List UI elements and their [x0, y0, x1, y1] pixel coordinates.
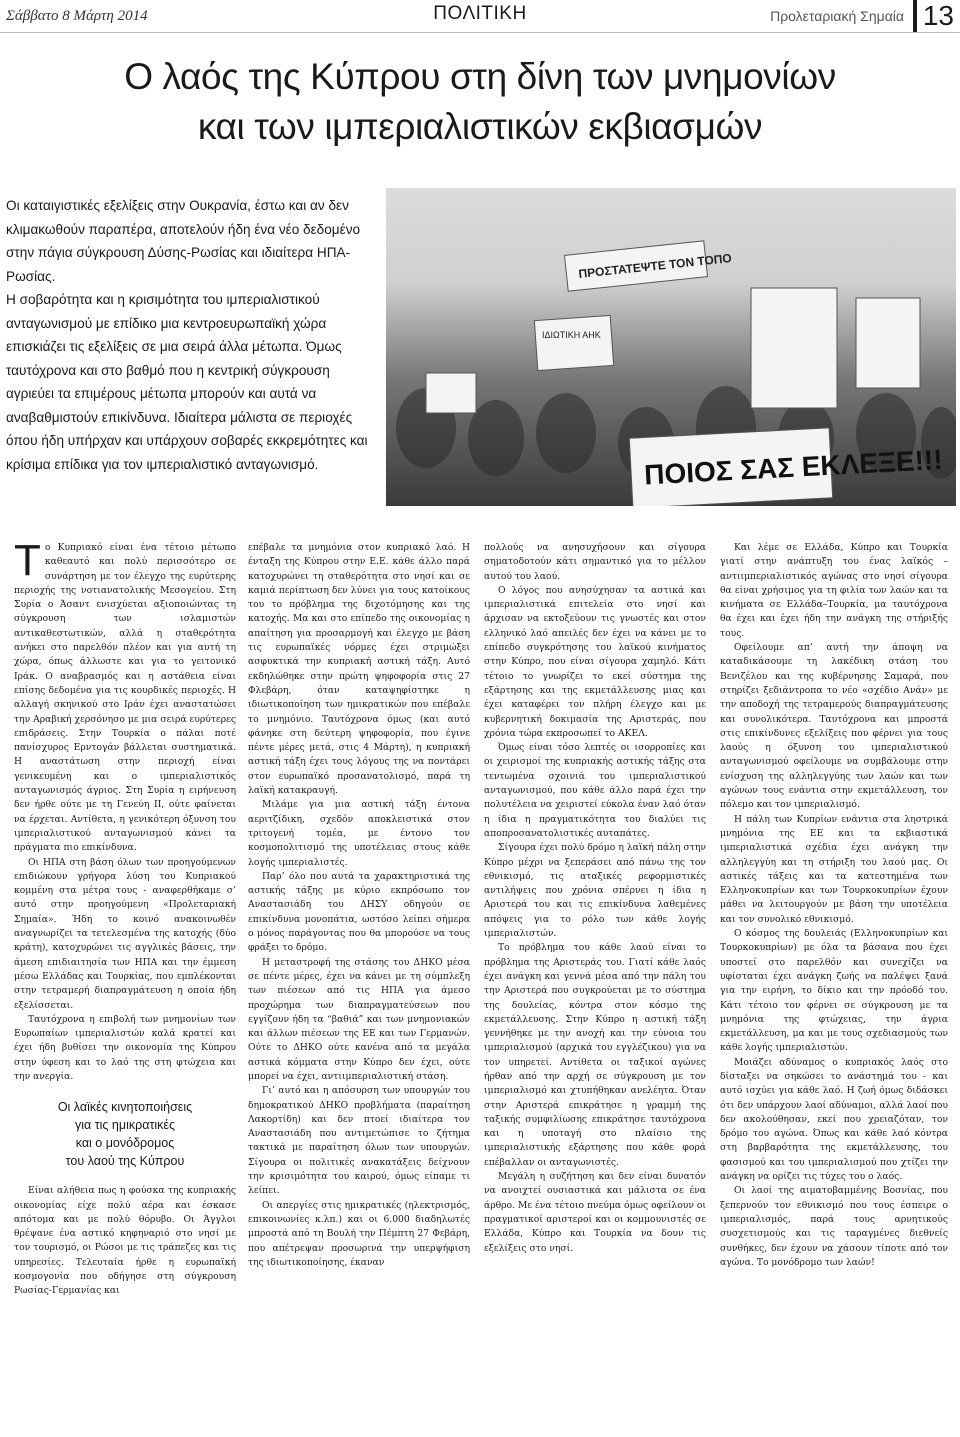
headline-line-2: και των ιμπεριαλιστικών εκβιασμών: [197, 106, 763, 147]
body-paragraph: Σίγουρα έχει πολύ δρόμο η λαϊκή πάλη στην Κύπρο μέχρι να ξεπεράσει από πάνω της τον εθνικισμό, τις αταξικές ρεφορμιστικές αντιλήψεις που χρόνια σπέρνει η ίδια η Αριστερά του και τις επικίνδυνα λαθεμένες απόψεις για το ρόλο των κάθε λογής ιμπεριαλιστών.: [484, 842, 706, 940]
protest-sign-text: ΙΔΙΩΤΙΚΗ ΑΗΚ: [542, 330, 601, 340]
body-paragraph: Οι ΗΠΑ στη βάση όλων των προηγούμενων επιδιώκουν γρήγορα λύση του Κυπριακού κομμένη στα μέτρα τους - αναφερθήκαμε σ’ αυτό στην προηγούμενη «Προλεταριακή Σημαία». Ήδη το κοινό ανακοινωθέν αναγνωρίζει τα τετελεσμένα της κατοχής (δύο κράτη), κατοχυρώνει τις αγγλικές βάσεις, την άμεση επιδιαιτησία των ΗΠΑ και την έμμεση μέσω Ελλάδας και Τουρκίας, που εμπλέκονται στην τετραμερή διαπραγμάτευση η οποία ήδη εξελίσσεται.: [14, 856, 236, 1011]
lead-paragraph: Η σοβαρότητα και η κρισιμότητα του ιμπεριαλιστικού ανταγωνισμού με επίδικο μια κεντροευρωπαϊκή χώρα επισκιάζει τις εξελίξεις σε μια σειρά άλλα μέτωπα. Όμως ταυτόχρονα και στο βαθμό που η κεντρική σύγκρουση αγριεύει τα επιμέρους μέτωπα μπορούν και αυτά να αναβαθμιστούν επικίνδυνα. Ιδιαίτερα μάλιστα σε περιοχές όπου ήδη υπήρχαν και υπάρχουν σοβαρές εκκρεμότητες και κρίσιμα επίδικα για τον ιμπεριαλιστικό ανταγωνισμό.: [6, 292, 368, 472]
body-paragraph: Μεγάλη η συζήτηση και δεν είναι δυνατόν να ανοιχτεί ουσιαστικά και μάλιστα σε ένα άρθρο. Με ένα τέτοιο πνεύμα όμως οφείλουν οι πραγματικοί αριστεροί και οι κομμουνιστές σε Ελλάδα, Κύπρο και Τουρκία να δουν τις εξελίξεις στο νησί.: [484, 1171, 707, 1254]
protest-sign-text: ΠΟΙΟΣ ΣΑΣ ΕΚΛΕΞΕ!!!: [643, 443, 944, 491]
body-paragraph: επέβαλε τα μνημόνια στον κυπριακό λαό. Η ένταξη της Κύπρου στην Ε.Ε. κάθε άλλο παρά κατοχυρώνει τη σταθερότητα στο νησί και σε καμιά περίπτωση δεν λύνει για τους κατοίκους του το πρόβλημα της διχοτόμησης και της κατοχής. Μα και στο επίπεδο της οικονομίας η απαίτηση για προσαρμογή και έλεγχο με βάση τις ευρωπαϊκές νόρμες έχει στριμώξει ασφυκτικά την κυπριακή αστική τάξη. Αυτό εκδηλώθηκε στην πρώτη ψηφοφορία στις 27 Φλεβάρη, όταν καταψηφίστηκε η ιδιωτικοποίηση των ημικρατικών που επέβαλε το μνημόνιο. Ταυτόχρονα όμως (και αυτό φάνηκε στη δεύτερη ψηφοφορία, που έγινε πέντε μέρες μετά, στις 4 Μάρτη), η κυπριακή αστική τάξη έχει τους λόγους της να ποντάρει στον ευρωπαϊκό προσανατολισμό, παρά τη λαϊκή κατακραυγή.: [248, 542, 470, 797]
issue-date: Σάββατο 8 Μάρτη 2014: [6, 8, 148, 24]
body-paragraph: Το Κυπριακό είναι ένα τέτοιο μέτωπο καθεαυτό και πολύ περισσότερο σε συνάρτηση με τον έλεγχο της ευρύτερης περιοχής της νοτιανατολικής Μεσογείου. Στη Συρία ο Άσαντ ενισχύεται αξιοποιώντας τη σύγκρουση των ισλαμιστών αντικαθεστωτικών, αλλά η σταθερότητα ανήκει στο παρελθόν πλέον και για αυτή τη χώρα, όπως άλλωστε και για το γειτονικό Ιράκ. Ο αναβρασμός και η αστάθεια είναι επίσης δεδομένα για τις κουρδικές περιοχές. Η αλλαγή σκηνικού στο Ιράν έχει αναστατώσει την Αραβική χερσόνησο με μια σειρά ευρύτερες επιδράσεις. Στην Τουρκία ο πάλαι ποτέ πανίσχυρος Ερντογάν βάλλεται συστηματικά. Η αναστάτωση στην περιοχή είναι γενικευμένη και ο ιμπεριαλιστικός ανταγωνισμός άγριος. Στη Συρία η ειρήνευση δεν ήρθε ούτε με τη Γενεύη ΙΙ, ούτε φαίνεται να έρχεται. Αντίθετα, η γενικότερη όξυνση του ιμπεριαλιστικού ανταγωνισμού κάνει τα πράγματα πιο επικίνδυνα.: [14, 536, 236, 854]
body-paragraph: Είναι αλήθεια πως η φούσκα της κυπριακής οικονομίας είχε πολύ αέρα και έσκασε απότομα και με πολύ θόρυβο. Οι Άγγλοι θρέψανε ένα αστικό κηφηναριό στο νησί με τον τουρισμό, οι Ρώσοι με τις τράπεζες και τις υπηρεσίες. Τελευταία ήρθε η ευρωπαϊκή κοσμογονία που οδήγησε στη σύγκρουση Ρωσίας-Γερμανίας και: [14, 1185, 236, 1297]
lead-paragraph: Οι καταιγιστικές εξελίξεις στην Ουκρανία, έστω και αν δεν κλιμακωθούν παραπέρα, αποτελούν ήδη ένα νέο δεδομένο στην πάγια σύγκρουση Δύσης-Ρωσίας και ιδιαίτερα ΗΠΑ-Ρωσίας.: [6, 198, 361, 284]
body-paragraph: Ταυτόχρονα η επιβολή των μνημονίων των Ευρωπαίων ιμπεριαλιστών καλά κρατεί και έχει ήδη βυθίσει την οικονομία της Κύπρου στην ύφεση και το λαό της στη φτώχεια και την ανεργία.: [14, 1013, 236, 1082]
body-paragraph: Γι’ αυτό και η απόσυρση των υπουργών του δημοκρατικού ΔΗΚΟ προβλήματα (παραίτηση Λακορτίδη) και δεν πτοεί ιδιαίτερα τον Αναστασιάδη που αντιμετώπισε το ζήτημα τακτικά με παραίτηση όλων των υπουργών. Σίγουρα οι πολιτικές ανακατάξεις δείχνουν την κρισιμότητα του καιρού, όμως είπαμε τι λείπει.: [248, 1085, 470, 1197]
article-column-2: [248, 541, 470, 1270]
section-title: ΠΟΛΙΤΙΚΗ: [433, 3, 527, 24]
body-paragraph: Το πρόβλημα του κάθε λαού είναι το πρόβλημα της Αριστεράς του. Γιατί κάθε λαός έχει ανάγκη και γεννά μέσα από την πάλη του την Αριστερά που συγκρούεται με το σύστημα της δουλείας, κόντρα στον κόσμο της εκμετάλλευσης. Στην Κύπρο η αστική τάξη γεννήθηκε με την ανοχή και την εύνοια του ιμπεριαλισμού (αρχικά του εγγλέζικου) για να τον υπηρετεί. Αντίθετα οι ταξικοί αγώνες ήρθαν από την αρχή σε σύγκρουση με τον ιμπεριαλισμό και χτυπήθηκαν ανελέητα. Όταν στην Αριστερά επικράτησε η γραμμή της ταξικής συμφιλίωσης επικράτησε ταυτόχρονα και η υποταγή στο πλαίσιο της ιμπεριαλιστικής εξάρτησης που κάθε φορά επέβαλλαν οι ανταγωνιστές.: [484, 942, 706, 1168]
protest-photo: [386, 188, 956, 506]
article-column-1: [14, 536, 236, 1299]
article-subheading: Οι λαϊκές κινητοποιήσεις για τις ημικρατικές και ο μονόδρομος του λαού της Κύπρου: [57, 1100, 193, 1169]
article-column-3: [484, 541, 706, 1256]
drop-cap: Τ: [14, 536, 41, 585]
body-paragraph: Και λέμε σε Ελλάδα, Κύπρο και Τουρκία γιατί στην ανάπτυξη του ένας λαϊκός –αντιιμπεριαλιστικός αγώνας στο νησί σίγουρα θα είναι χρήσιμος για τη φιλία των λαών και τα κινήματα σε Ελλάδα–Τουρκία, μα ταυτόχρονα θα έχει και έχει ήδη την ανάγκη της στήριξής τους.: [720, 542, 948, 639]
page-number: 13: [913, 0, 954, 32]
body-paragraph: Μοιάζει αδύναμος ο κυπριακός λαός στο δίσταξει να σηκώσει το ανάστημά του - και αυτό ισχύει για κάθε λαό. Η ζωή όμως διδάσκει ότι δεν υπάρχουν λαοί αδύναμοι, αλλά λαοί που δεν ακολούθησαν, εκεί που χρειαζόταν, τον δρόμο του αγώνα. Όπως και κάθε λαό κόντρα στη βαρβαρότητα της εκμετάλλευσης, του φασισμού και του ιμπεριαλισμού που χτίζει την ανάγκη να ορίζει τις τύχες του ο λαός.: [720, 1056, 948, 1183]
article-column-4: [720, 541, 948, 1270]
body-paragraph: πολλούς να ανησυχήσουν και σίγουρα σηματοδοτούν κάτι σημαντικό για το μέλλον αυτού του λαού.: [484, 542, 706, 582]
protest-sign-text: ΠΡΟΣΤΑΤΕΨΤΕ ΤΟΝ ΤΟΠΟ: [577, 251, 733, 282]
body-paragraph: Παρ’ όλο που αυτά τα χαρακτηριστικά της αστικής τάξης με κύριο εκπρόσωπο τον Αναστασιάδη του ΔΗΣΥ οδηγούν σε επικίνδυνα μονοπάτια, ωστόσο λείπει σήμερα ο μόνος παράγοντας που θα μπορούσε να τους φράξει το δρόμο.: [248, 870, 470, 954]
body-paragraph: Ο λόγος που ανησύχησαν τα αστικά και ιμπεριαλιστικά επιτελεία στο νησί και άρχισαν να εκτοξεύουν τις γνωστές και στον ελληνικό λαό απειλές δεν έχει να κάνει με το επίπεδο συγκρότησης του λαϊκού κινήματος στην Κύπρο, που είναι σίγουρα χαμηλό. Κάτι τέτοιο το γνωρίζει το εκεί σύστημα της εξάρτησης και της εκμετάλλευσης μιας και έχει καταφέρει τον πλήρη έλεγχο και με κυβερνητική δοκιμασία της Αριστεράς, που χρόνια τώρα εκπροσωπεί το ΑΚΕΛ.: [484, 584, 706, 739]
article-lead: [6, 194, 368, 476]
page-header: [0, 0, 960, 33]
article-headline: [0, 52, 960, 152]
newspaper-name: Προλεταριακή Σημαία: [770, 8, 904, 24]
body-paragraph: Οι λαοί της αιματοβαμμένης Βοσνίας, που ξεπερνούν τον εθνικισμό που τους έσπειρε ο ιμπεριαλισμός, παρά τους αρνητικούς συσχετισμούς και τις ταραγμένες διεθνείς συνθήκες, δεν έχουν να χάσουν τίποτε από τον αγώνα. Το μονόδρομο των λαών!: [720, 1185, 948, 1268]
body-paragraph: Οι απεργίες στις ημικρατικές (ηλεκτρισμός, επικοινωνίες κ.λπ.) και οι 6.000 διαδηλωτές μπροστά από τη Βουλή την Πέμπτη 27 Φεβάρη, που απέτρεψαν προσωρινά την υπερψήφιση της ιδιωτικοποίησης, έκαναν: [248, 1199, 470, 1268]
body-paragraph: Η μεταστροφή της στάσης του ΔΗΚΟ μέσα σε πέντε μέρες, έχει να κάνει με τη σύμπλεξη των πιέσεων από τις ΗΠΑ για άμεσο προχώρημα των διαπραγματεύσεων που εγγίζουν ήδη τα “βαθιά” και των μνημονιακών και άλλων πιέσεων της ΕΕ και των Γερμανών. Ούτε το ΔΗΚΟ ούτε κανένα από τα μεγάλα αστικά κόμματα στην Κύπρο δεν έχει, ούτε μπορεί να έχει, αντιιμπεριαλιστική στάση.: [248, 956, 470, 1082]
body-paragraph: Μιλάμε για μια αστική τάξη έντονα αεριτζίδικη, σχεδόν αποκλειστικά στον τριτογενή τομέα, με έντονο τον κοσμοπολιτισμό της υποτέλειας στους κάθε λογής ιμπεριαλιστές.: [248, 799, 470, 868]
headline-line-1: Ο λαός της Κύπρου στη δίνη των μνημονίων: [124, 56, 836, 97]
body-paragraph: Ο κόσμος της δουλειάς (Ελληνοκυπρίων και Τουρκοκυπρίων) με όλα τα βάσανα που έχει υποστεί στο παρελθόν και συνεχίζει να υφίσταται έχει ανάγκη ζωής να παλέψει ξανά για την ειρήνη, το δίκιο και την πρόοδό του. Κάτι τέτοιο τον φέρνει σε σύγκρουση με τα μνημόνια της φτώχειας, την άγρια εκμετάλλευση, μα και με τους σχεδιασμούς των κάθε λογής ιμπεριαλιστών.: [720, 928, 948, 1054]
body-paragraph: Η πάλη των Κυπρίων ενάντια στα ληστρικά μνημόνια της ΕΕ και τα εκβιαστικά ιμπεριαλιστικά σχέδια έχει ανάγκη την αλληλεγγύη και τη στήριξη του λαού μας. Οι αστικές τάξεις και τα κατεστημένα των Ελληνοκυπρίων και των Τουρκοκυπρίων έχουν μάθει να λειτουργούν με βάση την υποτέλεια και τον συνολικό εθνικισμό.: [720, 813, 948, 925]
body-paragraph: Οφείλουμε απ’ αυτή την άποψη να καταδικάσουμε τη λακέδικη στάση του Βενιζέλου και της κυβέρνησης Σαμαρά, που στηρίζει ξεδιάντροπα το νέο «σχέδιο Ανάν» με την αποδοχή της τετραμερούς διαπραγμάτευσης και συνολικότερα. Ταυτόχρονα και μπροστά στις επικίνδυνες εξελίξεις που φέρνει για τους λαούς η όξυνση του ιμπεριαλιστικού ανταγωνισμού οφείλουμε να συμβάλουμε στην ενίσχυση της αλληλεγγύης των λαών και των αγώνων τους ενάντια στην εκμετάλλευση, τον πόλεμο και τον ιμπεριαλισμό.: [720, 642, 948, 811]
body-paragraph: Όμως είναι τόσο λεπτές οι ισορροπίες και οι χειρισμοί της κυπριακής αστικής τάξης στα τεντωμένα σχοινιά του ιμπεριαλιστικού ανταγωνισμού, που κάθε άλλο παρά έχει την πολυτέλεια να χειριστεί εύκολα έναν λαό όταν η ίδια η πραγματικότητα του διαλύει τις αποπροσανατολιστικές αυταπάτες.: [484, 742, 706, 839]
